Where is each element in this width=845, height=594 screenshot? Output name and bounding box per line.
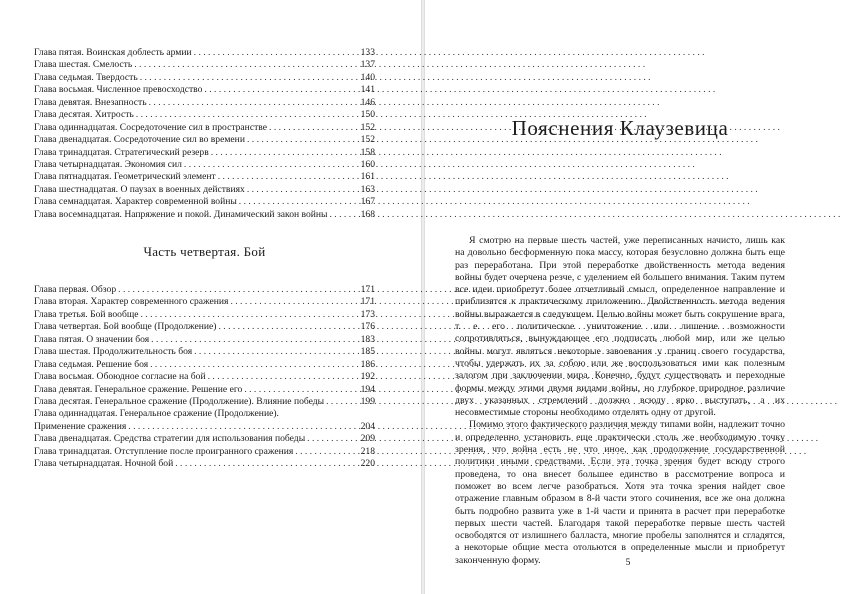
toc-entry xyxy=(34,296,375,308)
toc-entry xyxy=(34,72,375,84)
toc-entry-page: 186 xyxy=(360,358,375,370)
toc-entry-title: Глава девятая. Внезапность xyxy=(34,96,147,108)
toc-entry-page: 168 xyxy=(360,208,375,220)
toc-entry-page: 183 xyxy=(360,333,375,345)
toc-leader-dots xyxy=(192,346,360,358)
toc-entry xyxy=(34,384,375,396)
table-of-contents-part-four xyxy=(34,284,375,471)
toc-entry xyxy=(34,284,375,296)
toc-entry xyxy=(34,334,375,346)
toc-leader-dots xyxy=(328,209,361,221)
toc-entry-title: Глава шестая. Смелость xyxy=(34,59,133,71)
toc-entry-page: 133 xyxy=(360,47,375,58)
toc-entry-title: Глава тринадцатая. Отступление после проигранного сражения xyxy=(34,445,294,457)
toc-entry-page: 209 xyxy=(360,433,375,445)
toc-leader-dots xyxy=(324,396,361,408)
toc-entry-title: Глава одиннадцатая. Генеральное сражение (Продолжение). xyxy=(34,408,279,420)
toc-leader-dots xyxy=(206,371,361,383)
toc-leader-dots xyxy=(267,122,361,134)
toc-entry xyxy=(34,321,375,333)
toc-entry-page: 176 xyxy=(360,321,375,333)
toc-entry-page: 194 xyxy=(360,383,375,395)
toc-entry xyxy=(34,47,375,59)
toc-entry xyxy=(34,196,375,208)
toc-leader-dots xyxy=(202,84,360,96)
paragraph: Я смотрю на первые шесть частей, уже переписанных начисто, лишь как на довольно бесформенную пока массу, которая безусловно должна быть еще раз переработана. При этой переработке двойственность метода ведения войны будет очерчена резче, с уделением ей большего внимания. Таким путем все идеи приобретут более отчетливый смысл, определенное направление и приблизятся к практическому приложению. Двойственность метода ведения войны выражается в следующем. Целью войны может быть сокрушение врага, т. е. его политическое уничтожение или лишение возможности сопротивляться, вынуждающее его подписать любой мир, или же целью войны могут являться некоторые завоевания у границ своего государства, чтобы удержать их за собою или же воспользоваться ими как полезным залогом при заключении мира. Конечно, будут существовать и переходные формы между этими двумя видами войны, но глубокое природное различие двух указанных стремлений должно всюду ярко выступать, а их несовместимые стороны необходимо отделять одну от другой. xyxy=(455,235,785,419)
toc-entry xyxy=(34,147,375,159)
toc-leader-dots xyxy=(242,384,360,396)
toc-leader-dots xyxy=(132,59,360,71)
toc-entry-page: 137 xyxy=(360,59,375,71)
toc-entry-title: Глава седьмая. Твердость xyxy=(34,71,138,83)
toc-entry-page: 150 xyxy=(360,109,375,121)
toc-leader-dots xyxy=(116,284,360,296)
toc-entry-title: Глава четырнадцатая. Экономия сил xyxy=(34,158,182,170)
toc-entry-page: 218 xyxy=(360,445,375,457)
toc-leader-dots xyxy=(149,334,360,346)
toc-entry-page: 185 xyxy=(360,346,375,358)
toc-entry-title: Глава семнадцатая. Характер современной войны xyxy=(34,196,237,208)
toc-entry-title: Глава восьмая. Численное превосходство xyxy=(34,84,203,96)
toc-leader-dots xyxy=(305,433,360,445)
toc-entry-page: 161 xyxy=(360,171,375,183)
toc-entry-title: Глава двенадцатая. Сосредоточение сил во времени xyxy=(34,134,245,146)
toc-entry xyxy=(34,371,375,383)
toc-entry xyxy=(34,433,375,445)
toc-entry xyxy=(34,84,375,96)
toc-entry xyxy=(34,309,375,321)
toc-entry xyxy=(34,421,375,433)
toc-leader-dots xyxy=(139,309,361,321)
toc-entry-title: Глава одиннадцатая. Сосредоточение сил в пространстве xyxy=(34,121,268,133)
page-number: 5 xyxy=(625,557,631,568)
toc-entry-title: Глава вторая. Характер современного сражения xyxy=(34,296,229,308)
toc-entry xyxy=(34,446,375,458)
toc-leader-dots xyxy=(237,196,361,208)
toc-entry-title: Глава десятая. Хитрость xyxy=(34,109,134,121)
toc-leader-dots xyxy=(182,159,361,171)
toc-entry-title: Глава восемнадцатая. Напряжение и покой. Динамический закон войны xyxy=(34,208,328,220)
toc-leader-dots xyxy=(293,446,360,458)
toc-entry-page: 141 xyxy=(360,84,375,96)
toc-entry-page: 140 xyxy=(360,71,375,83)
toc-leader-dots xyxy=(138,72,361,84)
toc-leader-dots xyxy=(173,458,360,470)
toc-entry-page: 199 xyxy=(360,395,375,407)
toc-entry-title: Глава двенадцатая. Средства стратегии для использования победы xyxy=(34,433,306,445)
toc-entry-page: 152 xyxy=(360,121,375,133)
toc-entry-title: Применение сражения xyxy=(34,420,127,432)
toc-entry-title: Глава пятая. Воинская доблесть армии xyxy=(34,47,192,58)
toc-entry xyxy=(34,408,375,420)
toc-leader-dots xyxy=(228,296,360,308)
toc-entry xyxy=(34,359,375,371)
toc-leader-dots xyxy=(245,134,361,146)
toc-entry-title: Глава первая. Обзор xyxy=(34,284,117,295)
toc-entry-title: Глава восьмая. Обоюдное согласие на бой xyxy=(34,371,206,383)
toc-entry-title: Глава четвертая. Бой вообще (Продолжение) xyxy=(34,321,217,333)
toc-leader-dots xyxy=(148,359,360,371)
chapter-title: Пояснения Клаузевица xyxy=(511,116,729,140)
toc-entry-title: Глава седьмая. Решение боя xyxy=(34,358,149,370)
toc-entry-title: Глава шестая. Продолжительность боя xyxy=(34,346,193,358)
toc-entry xyxy=(34,134,375,146)
toc-entry-page: 160 xyxy=(360,158,375,170)
toc-entry-page: 192 xyxy=(360,371,375,383)
paragraph: Помимо этого фактического различия между типами войн, надлежит точно и определенно установить еще практически столь же необходимую точку зрения, что война есть не что иное, как продолжение государственной политики иными средствами. Если эта точка зрения будет всюду строго проведена, то она внесет большее единство в рассмотрение вопроса и поможет во всем легче разобраться. Хотя эта точка зрения найдет свое отражение главным образом в 8-й части этого сочинения, все же она должна быть подробно развита уже в 1-й части и принята в расчет при переработке первых шести частей. Благодаря такой переработке первые шесть частей освободятся от излишнего балласта, многие пробелы заполнятся и сгладятся, а некоторые общие места отольются в определенные мысли и приобретут законченную форму. xyxy=(455,419,785,566)
table-of-contents-part-three xyxy=(34,47,375,221)
toc-entry-page: 204 xyxy=(360,420,375,432)
toc-leader-dots xyxy=(216,171,361,183)
part-heading: Часть четвертая. Бой xyxy=(143,244,266,259)
toc-entry-page: 220 xyxy=(360,458,375,470)
toc-entry xyxy=(34,396,375,408)
toc-entry xyxy=(34,159,375,171)
toc-leader-dots xyxy=(209,147,361,159)
toc-entry-title: Глава шестнадцатая. О паузах в военных действиях xyxy=(34,183,245,195)
toc-leader-dots xyxy=(134,109,361,121)
toc-entry xyxy=(34,184,375,196)
toc-entry-title: Глава третья. Бой вообще xyxy=(34,308,139,320)
toc-entry-title: Глава тринадцатая. Стратегический резерв xyxy=(34,146,209,158)
toc-entry xyxy=(34,59,375,71)
toc-entry xyxy=(34,109,375,121)
toc-entry xyxy=(34,97,375,109)
toc-entry xyxy=(34,122,375,134)
toc-entry-title: Глава десятая. Генеральное сражение (Продолжение). Влияние победы xyxy=(34,395,325,407)
toc-entry-title: Глава пятая. О значении боя xyxy=(34,333,150,345)
toc-entry-page: 173 xyxy=(360,308,375,320)
toc-entry-title: Глава четырнадцатая. Ночной бой xyxy=(34,458,174,470)
toc-entry-page: 158 xyxy=(360,146,375,158)
toc-entry-page: 146 xyxy=(360,96,375,108)
toc-entry-title: Глава девятая. Генеральное сражение. Решение его xyxy=(34,383,243,395)
toc-entry xyxy=(34,458,375,470)
toc-entry-title: Глава пятнадцатая. Геометрический элемент xyxy=(34,171,216,183)
toc-leader-dots xyxy=(126,421,360,433)
body-text xyxy=(455,235,785,567)
toc-entry-page: 171 xyxy=(360,296,375,308)
toc-leader-dots xyxy=(192,47,361,59)
toc-entry xyxy=(34,171,375,183)
toc-entry xyxy=(34,346,375,358)
toc-entry-page: 152 xyxy=(360,134,375,146)
toc-entry xyxy=(34,209,375,221)
toc-entry-page: 167 xyxy=(360,196,375,208)
toc-entry-page: 171 xyxy=(360,284,375,295)
toc-leader-dots xyxy=(245,184,361,196)
toc-leader-dots xyxy=(216,321,360,333)
toc-entry-page: 163 xyxy=(360,183,375,195)
toc-leader-dots xyxy=(147,97,361,109)
